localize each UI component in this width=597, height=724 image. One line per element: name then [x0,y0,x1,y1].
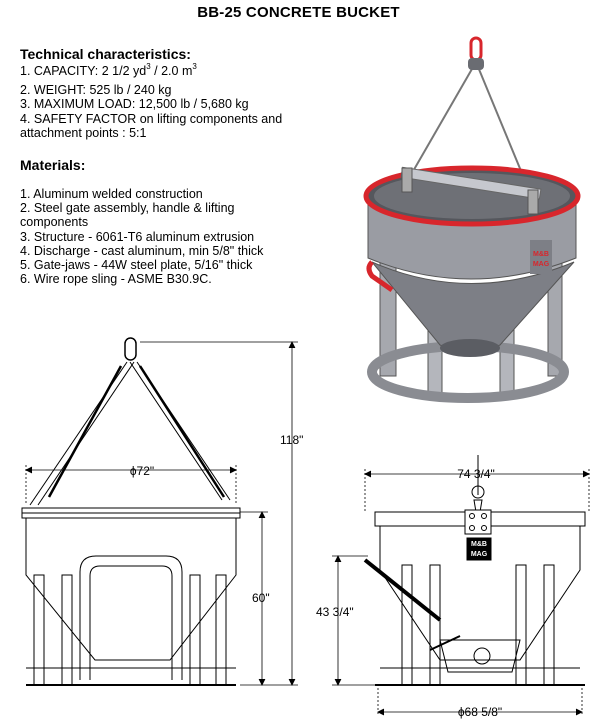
brand-label: M&B [471,541,487,548]
brand-label: MAG [470,551,488,558]
capacity-item: 1. CAPACITY: 2 1/2 $yd^3 / 2.0$ $m^3$ [20,62,197,78]
dim-height-total: 118" [280,433,304,447]
dim-height-side: 43 3/4" [316,605,354,619]
lifting-ring-icon [471,38,481,60]
material-item: 5. Gate-jaws - 44W steel plate, 5/16" thick [20,258,253,273]
material-item: 4. Discharge - cast aluminum, min 5/8" thick [20,243,264,258]
material-item: 6. Wire rope sling - ASME B30.9C. [20,272,212,287]
material-item: 2. Steel gate assembly, handle & lifting components [20,201,235,230]
brand-label: MAG [532,261,550,268]
front-view-drawing [22,338,240,685]
side-view-drawing [365,455,585,685]
bucket-3d-render [366,38,578,398]
dim-width-side: 74 3/4" [457,467,495,481]
material-item: 3. Structure - 6061-T6 aluminum extrusion [20,229,255,244]
max-load-item: 3. MAXIMUM LOAD: 12,500 lb / 5,680 kg [20,97,249,112]
brand-label: M&B [533,251,549,258]
weight-item: 2. WEIGHT: 525 lb / 240 kg [20,83,172,98]
dim-diameter-top: ϕ72" [129,464,155,478]
safety-factor-item: 4. SAFETY FACTOR on lifting components and attachment points : 5:1 [20,111,283,140]
dim-height-body: 60" [252,591,270,605]
materials-heading: Materials: [20,157,86,173]
dim-diameter-base: ϕ68 5/8" [457,705,503,719]
technical-heading: Technical characteristics: [20,46,191,62]
material-item: 1. Aluminum welded construction [20,187,203,201]
page-title: BB-25 CONCRETE BUCKET [197,4,400,21]
